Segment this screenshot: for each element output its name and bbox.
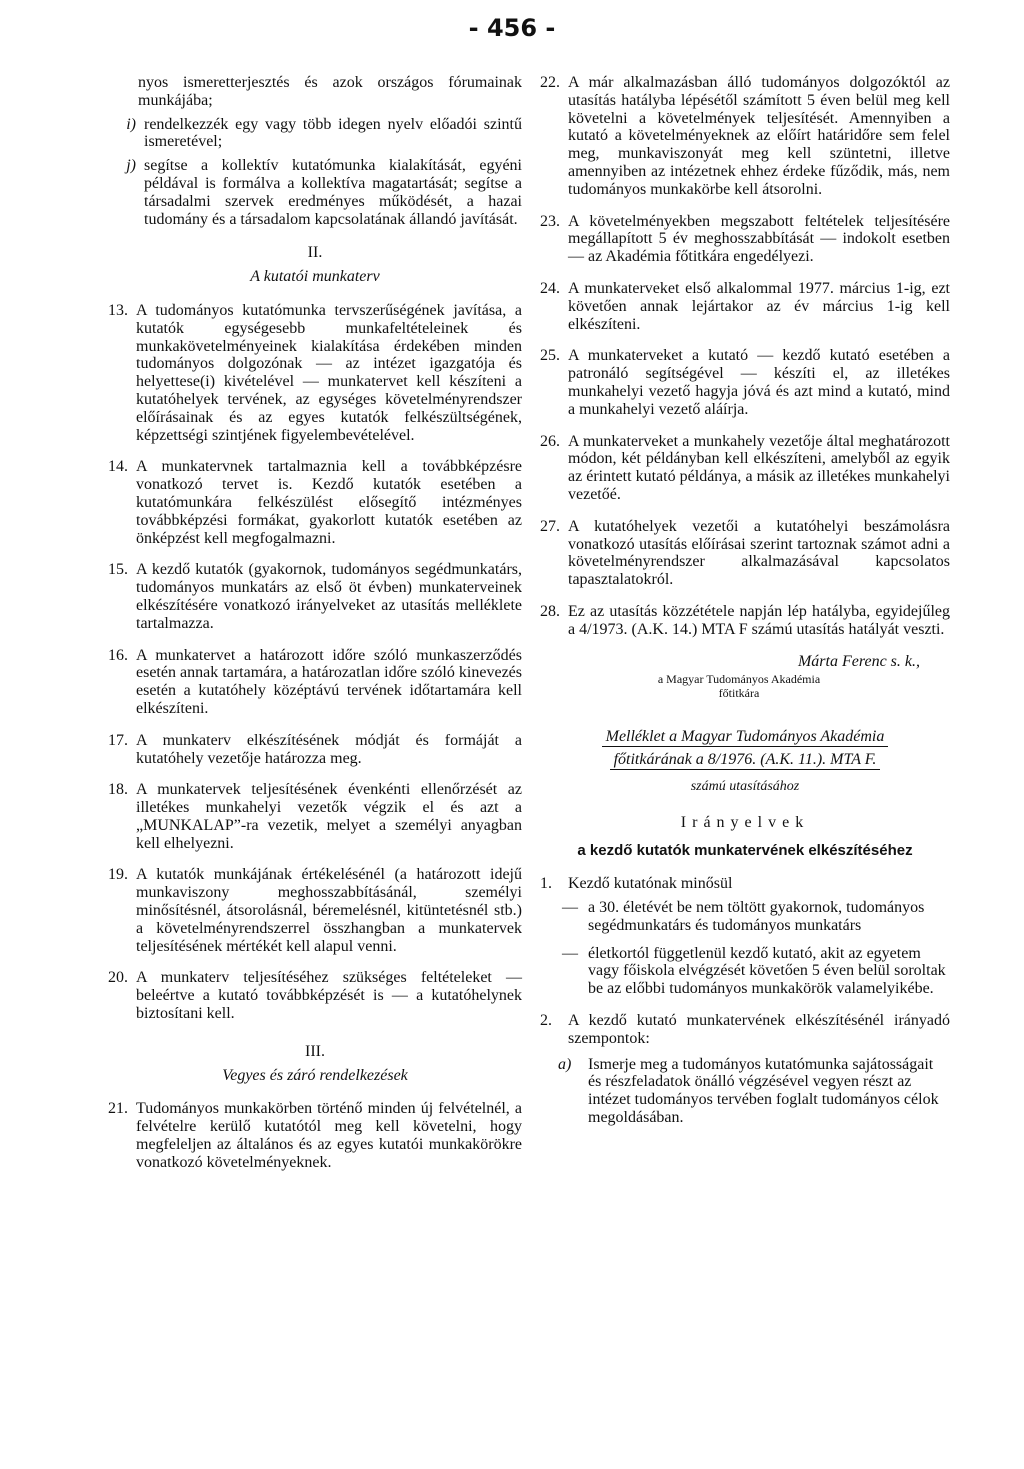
point-21 [108, 1100, 522, 1171]
point-number: 14. [108, 458, 128, 476]
point-15 [108, 561, 522, 632]
point-number: 22. [540, 74, 560, 91]
point-text: A kezdő kutatók (gyakornok, tudományos segédmunkatárs, tudományos munkatárs az első öt évben) munkaterveinek elkészítésére vonatkozó irányelveket az utasítás melléklete tartalmazza. [136, 561, 522, 632]
annex-heading [540, 728, 950, 770]
point-19 [108, 866, 522, 955]
dash-marker: — [562, 944, 578, 962]
right-column [540, 74, 950, 1127]
dash-text: életkortól függetlenül kezdő kutató, akit az egyetem vagy főiskola elvégzését követően 5 éven belül soroltak be az előbbi tudományos munkakörök valamelyikébe. [588, 944, 946, 998]
point-17 [108, 732, 522, 768]
point-number: 21. [108, 1100, 128, 1118]
point-number: 19. [108, 866, 128, 884]
intro-continuation: nyos ismeretterjesztés és azok országos fórumainak munkájába; [138, 74, 522, 109]
point-27 [540, 518, 950, 589]
subitem-label: a) [558, 1055, 572, 1073]
point-text: Tudományos munkakörben történő minden új felvételnél, a felvételre kerülő kutatótól meg kell követelni, hogy megfeleljen az általános és az egyes kutatói munkakörökre vonatkozó követelményeknek. [136, 1100, 522, 1171]
guideline-title: Kezdő kutatónak minősül [568, 875, 733, 893]
point-text: A munkaterveket a munkahely vezetője által meghatározott módon, két példányban kell elkészíteni, amelyből az egyik az érintett kutató példánya, a másik az illetékes munkahelyi vezetőé. [568, 432, 950, 503]
point-number: 24. [540, 279, 560, 297]
point-18 [108, 781, 522, 852]
guidelines-title: a kezdő kutatók munkatervének elkészítéséhez [577, 841, 913, 859]
point-number: 17. [108, 731, 128, 749]
guideline-1-dash-item [562, 899, 950, 935]
point-text: A munkatervek teljesítésének évenkénti ellenőrzését az illetékes munkahelyi vezetők végzik el és azt a „MUNKALAP”-ra vezetik, melyet a személyi anyagban kell elhelyezni. [136, 781, 522, 852]
point-13 [108, 302, 522, 444]
point-number: 15. [108, 561, 128, 579]
point-number: 25. [540, 347, 560, 365]
guideline-1 [540, 875, 950, 893]
annex-line-3: számú utasításához [690, 778, 800, 794]
item-text: rendelkezzék egy vagy több idegen nyelv előadói szintű ismeretével; [144, 115, 522, 151]
list-item-j [108, 157, 522, 228]
signatory-title-line-1: a Magyar Tudományos Akadémia [657, 672, 821, 687]
point-number: 23. [540, 212, 560, 230]
guidelines-heading: Irányelvek [680, 813, 810, 831]
section-2-number: II. [307, 244, 323, 262]
guideline-2-subitem-a [558, 1056, 950, 1127]
point-text: A tudományos kutatómunka tervszerűségének javítása, a kutatók egységesebb munkafeltételeinek és munkakövetelményeinek kialakítása érdekében minden tudományos dolgozónak — az intézet igazgatója és helyettese(i) kivételével — munkatervet kell készíteni a kutatóhelyek tervének, az egységes követelményrendszer előírásainak és az egyes kutatók felkészültségének, képzettségi szintjének figyelembevételével. [136, 301, 522, 444]
annex-line-1: Melléklet a Magyar Tudományos Akadémia [602, 728, 889, 747]
section-2-title: A kutatói munkaterv [250, 268, 380, 286]
point-number: 20. [108, 969, 128, 987]
point-number: 26. [540, 432, 560, 450]
signature: Márta Ferenc s. k., [797, 652, 920, 670]
guideline-title: A kezdő kutató munkatervének elkészítésénél irányadó szempontok: [568, 1012, 950, 1047]
subitem-text: Ismerje meg a tudományos kutatómunka sajátosságait és részfeladatok önálló végzésével vegyen részt az intézet tudományos tervében foglalt tudományos célok megoldásában. [588, 1055, 939, 1127]
point-text: A kutatók munkájának értékelésénél (a határozott idejű munkaviszony meghosszabbításánál, személyi minősítésnél, átsorolásnál, béremelésnél, kitüntetésnél stb.) a követelményrendszerrel összhangban a munkatervek teljesítésének mértékét kell alapul venni. [136, 866, 522, 955]
guideline-1-dash-item [562, 945, 950, 998]
section-3-number: III. [305, 1042, 325, 1060]
point-14 [108, 458, 522, 547]
point-23 [540, 213, 950, 266]
guideline-number: 1. [540, 875, 552, 893]
dash-text: a 30. életévét be nem töltött gyakornok, tudományos segédmunkatárs és tudományos munkatárs [588, 899, 925, 934]
point-26 [540, 433, 950, 504]
point-text: A munkaterv elkészítésének módját és formáját a kutatóhely vezetője határozza meg. [136, 731, 522, 767]
point-text: A már alkalmazásban álló tudományos dolgozóktól az utasítás hatályba lépésétől számított 5 éven belül meg kell követelni a követelmények teljesítését. Amennyiben a kutató a követelményeknek az előírt határidőre sem felel meg, munkaviszonyát meg kell szüntetni, illetve amennyiben az intézetnek ehhez érdeke fűződik, más, nem tudományos munkakörbe kell átsorolni. [568, 74, 950, 198]
point-16 [108, 647, 522, 718]
point-text: A munkatervnek tartalmaznia kell a továbbképzésre vonatkozó tervet is. Kezdő kutatók esetében a kutatómunkára felkészülést elősegítő intézményes továbbképzési formákat, gyakorlott kutatók esetében az önképzést kell megfogalmazni. [136, 458, 522, 547]
left-column [108, 74, 522, 1186]
point-text: A kutatóhelyek vezetői a kutatóhelyi beszámolásra vonatkozó utasítás előírásai szerint tartoznak számot adni a követelményrendszer alkalmazásával kapcsolatos tapasztalatokról. [568, 517, 950, 589]
annex-line-2: főtitkárának a 8/1976. (A.K. 11.). MTA F. [610, 751, 881, 770]
point-20 [108, 969, 522, 1022]
dash-marker: — [562, 899, 578, 917]
item-text: segítse a kollektív kutatómunka kialakítását, egyéni példával is formálva a kollektíva magatartását; segítse a társadalmi szervek eredményes működését, a hazai tudomány és a társadalom kapcsolatának állandó javítását. [144, 157, 522, 228]
point-number: 28. [540, 602, 560, 620]
guideline-number: 2. [540, 1012, 552, 1030]
point-text: Ez az utasítás közzététele napján lép hatályba, egyidejűleg a 4/1973. (A.K. 14.) MTA F számú utasítás hatályát veszti. [568, 602, 950, 638]
point-text: A munkaterv teljesítéséhez szükséges feltételeket — beleértve a kutató továbbképzését is — a kutatóhelynek biztosítani kell. [136, 969, 522, 1023]
point-number: 16. [108, 646, 128, 664]
point-text: A követelményekben megszabott feltételek teljesítésére megállapított 5 év meghosszabbítását — indokolt esetben — az Akadémia főtitkára engedélyezi. [568, 212, 950, 266]
point-number: 27. [540, 517, 560, 535]
point-number: 13. [108, 301, 128, 319]
guideline-2 [540, 1012, 950, 1048]
point-25 [540, 347, 950, 418]
item-label: j) [126, 157, 136, 175]
signatory-title [540, 672, 938, 700]
point-text: A munkatervet a határozott időre szóló munkaszerződés esetén annak tartamára, a határozatlan időre szóló kinevezés esetén a kutatóhely középtávú tervének időtartamára kell elkészíteni. [136, 646, 522, 717]
signatory-title-line-2: főtitkára [718, 686, 760, 701]
point-text: A munkaterveket a kutató — kezdő kutató esetében a patronáló segítségével — készíti el, az illetékes munkahelyi vezető hagyja jóvá és azt mind a kutató, mind a munkahelyi vezető aláírja. [568, 347, 950, 418]
point-28 [540, 603, 950, 639]
point-number: 18. [108, 781, 128, 799]
page-number: - 456 - [468, 14, 556, 42]
section-3-title: Vegyes és záró rendelkezések [222, 1066, 408, 1084]
list-item-i [108, 116, 522, 152]
point-text: A munkaterveket első alkalommal 1977. március 1-ig, ezt követően annak lejártakor az év március 1-ig kell elkészíteni. [568, 279, 950, 333]
point-24 [540, 280, 950, 333]
point-22 [540, 74, 950, 199]
item-label: i) [126, 115, 136, 133]
